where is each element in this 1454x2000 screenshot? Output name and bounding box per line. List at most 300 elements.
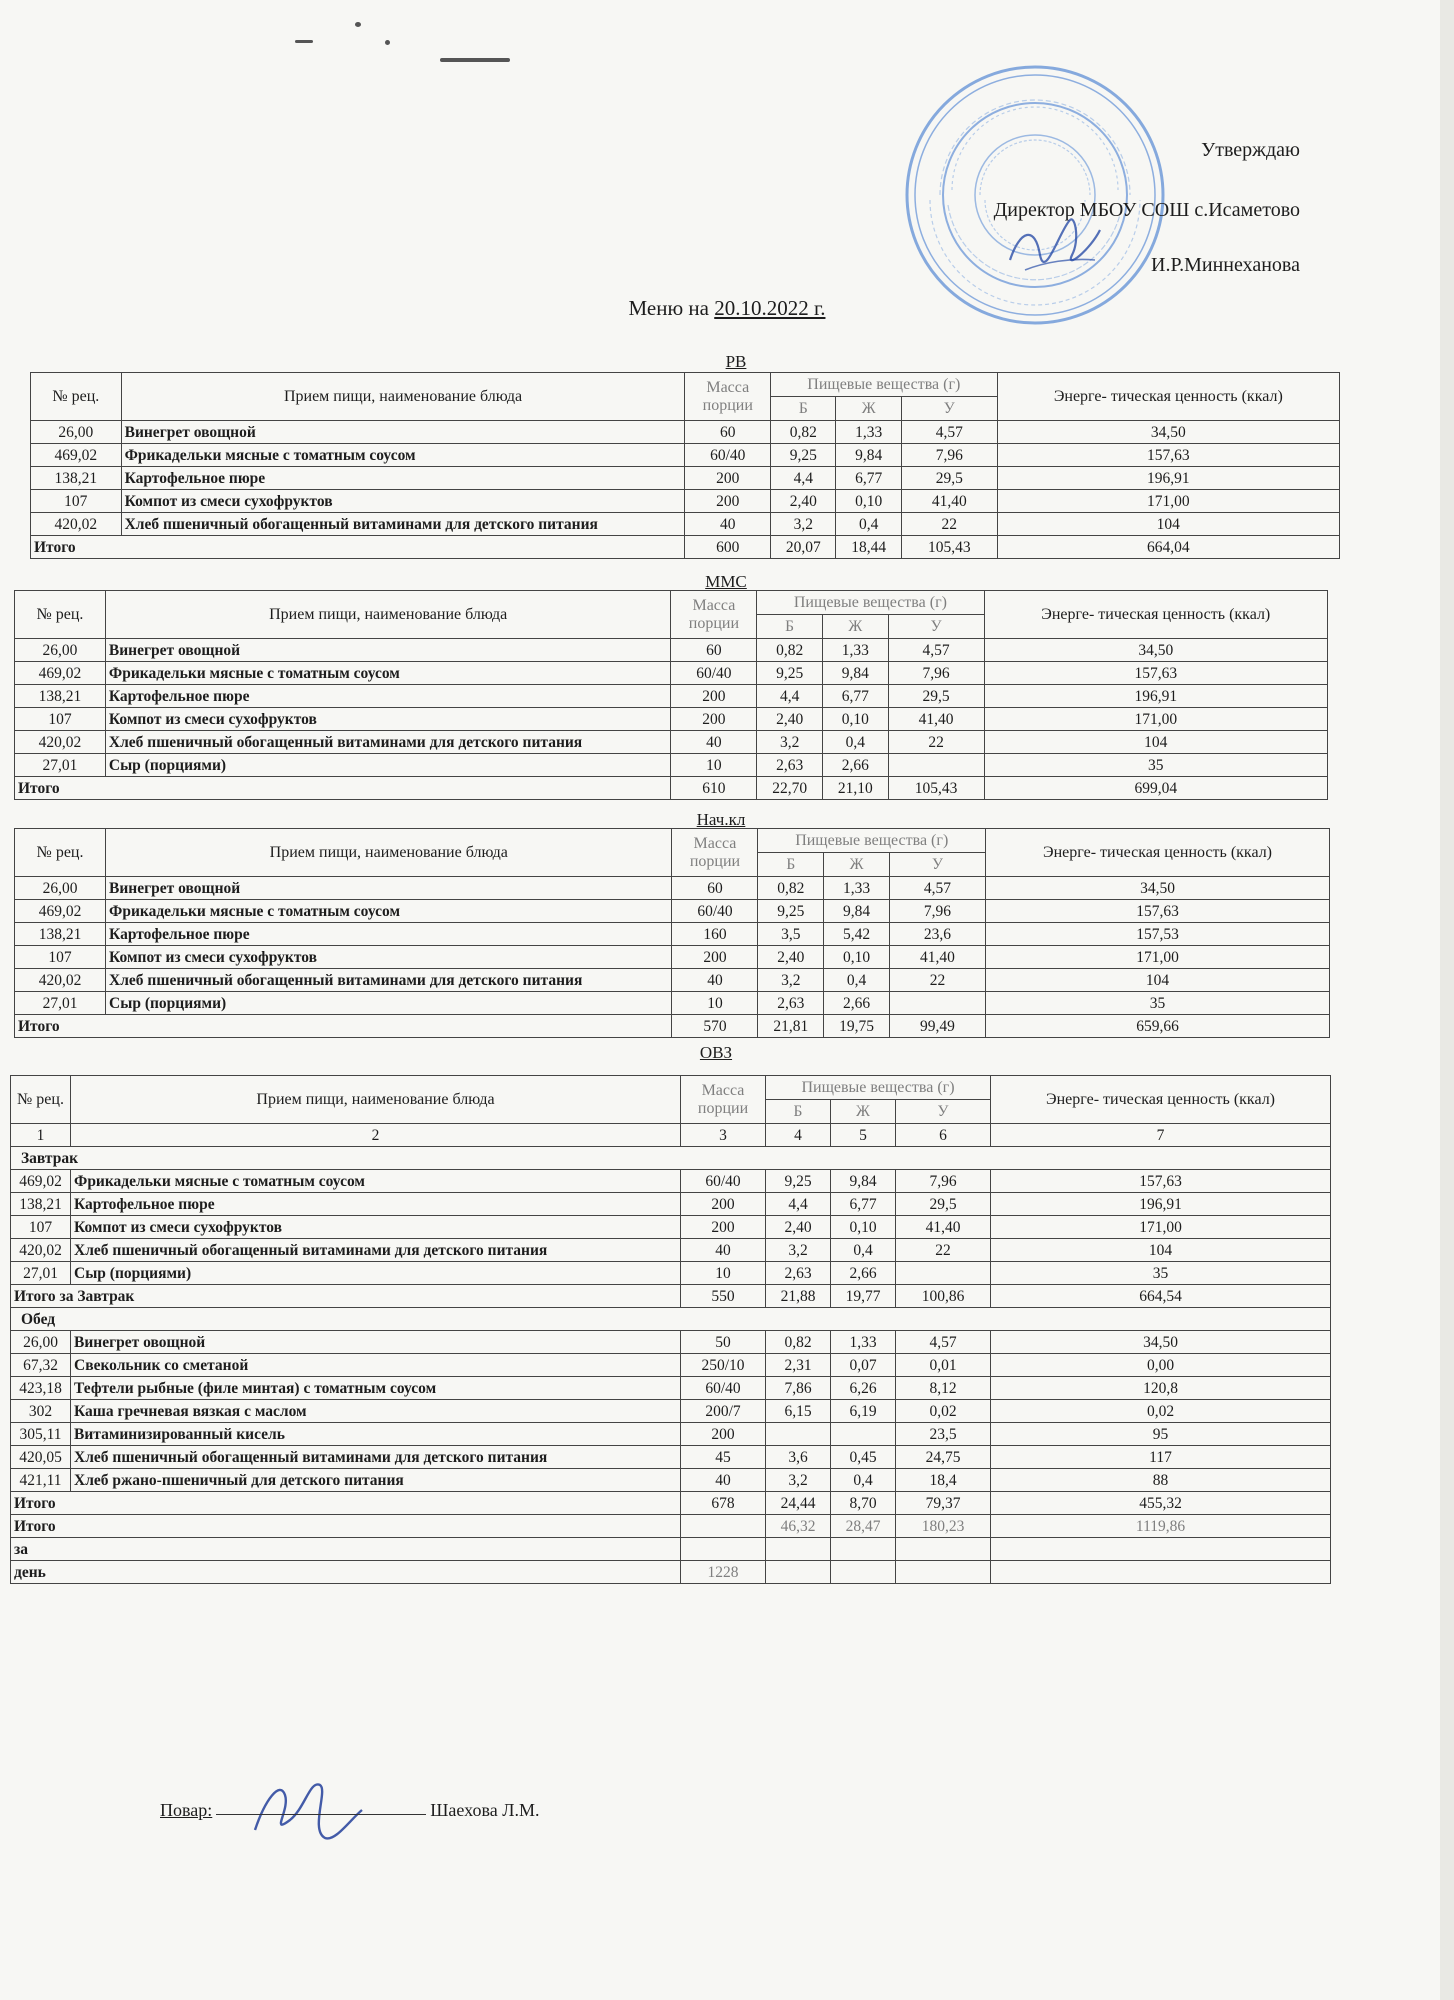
day-b: 46,32 (766, 1515, 831, 1538)
total-row (11, 1285, 1331, 1308)
row-b: 9,25 (758, 900, 824, 923)
row-u: 23,6 (889, 923, 985, 946)
row-energy: 34,50 (986, 877, 1330, 900)
row-energy: 35 (984, 754, 1327, 777)
row-u: 41,40 (901, 490, 997, 513)
row-num: 26,00 (31, 421, 122, 444)
row-zh: 6,77 (822, 685, 888, 708)
row-num: 138,21 (15, 923, 106, 946)
row-mass: 45 (681, 1446, 766, 1469)
row-num: 26,00 (11, 1331, 71, 1354)
row-b: 3,2 (771, 513, 836, 536)
column-number: 6 (896, 1124, 991, 1147)
header-mass: Масса порции (681, 1076, 766, 1124)
day-zh: 28,47 (831, 1515, 896, 1538)
row-mass: 60/40 (681, 1377, 766, 1400)
total-b: 21,81 (758, 1015, 824, 1038)
row-num: 138,21 (11, 1193, 71, 1216)
day-u: 180,23 (896, 1515, 991, 1538)
row-num: 421,11 (11, 1469, 71, 1492)
row-energy: 35 (986, 992, 1330, 1015)
row-u: 4,57 (889, 877, 985, 900)
row-u: 4,57 (901, 421, 997, 444)
row-zh: 0,4 (831, 1469, 896, 1492)
scan-speck (355, 22, 361, 27)
row-b: 3,2 (766, 1239, 831, 1262)
header-energy: Энерге- тическая ценность (ккал) (986, 829, 1330, 877)
section-nachkl: Нач.кл (696, 810, 746, 829)
table-row (11, 1446, 1331, 1469)
total-b: 20,07 (771, 536, 836, 559)
day-energy: 1119,86 (991, 1515, 1331, 1538)
total-energy: 664,04 (997, 536, 1339, 559)
table-row (11, 1331, 1331, 1354)
row-dish: Картофельное пюре (71, 1193, 681, 1216)
empty-cell (831, 1561, 896, 1584)
row-dish: Винегрет овощной (121, 421, 685, 444)
table-row (15, 685, 1328, 708)
total-mass: 550 (681, 1285, 766, 1308)
header-nutrients: Пищевые вещества (г) (766, 1076, 991, 1100)
row-zh: 1,33 (836, 421, 901, 444)
row-mass: 10 (681, 1262, 766, 1285)
row-dish: Фрикадельки мясные с томатным соусом (121, 444, 685, 467)
row-zh: 9,84 (836, 444, 901, 467)
row-num: 107 (31, 490, 122, 513)
row-num: 305,11 (11, 1423, 71, 1446)
scan-speck (385, 40, 390, 45)
header-mass: Масса порции (672, 829, 758, 877)
row-mass: 200 (671, 685, 757, 708)
row-b: 6,15 (766, 1400, 831, 1423)
row-zh: 1,33 (822, 639, 888, 662)
header-energy: Энерге- тическая ценность (ккал) (984, 591, 1327, 639)
row-mass: 40 (681, 1239, 766, 1262)
row-zh: 0,4 (822, 731, 888, 754)
row-u: 4,57 (888, 639, 984, 662)
row-mass: 200 (685, 490, 771, 513)
row-num: 469,02 (31, 444, 122, 467)
header-energy: Энерге- тическая ценность (ккал) (991, 1076, 1331, 1124)
section-ovz: ОВЗ (699, 1043, 733, 1062)
row-dish: Хлеб пшеничный обогащенный витаминами для детского питания (71, 1239, 681, 1262)
row-energy: 88 (991, 1469, 1331, 1492)
row-num: 27,01 (11, 1262, 71, 1285)
row-b: 2,63 (758, 992, 824, 1015)
row-num: 27,01 (15, 992, 106, 1015)
row-u (896, 1262, 991, 1285)
header-b: Б (771, 397, 836, 421)
row-mass: 60/40 (681, 1170, 766, 1193)
row-zh: 0,07 (831, 1354, 896, 1377)
row-energy: 0,02 (991, 1400, 1331, 1423)
header-nutrients: Пищевые вещества (г) (757, 591, 984, 615)
row-energy: 196,91 (991, 1193, 1331, 1216)
total-zh: 19,75 (824, 1015, 890, 1038)
row-dish: Каша гречневая вязкая с маслом (71, 1400, 681, 1423)
row-b: 0,82 (758, 877, 824, 900)
total-zh: 19,77 (831, 1285, 896, 1308)
row-energy: 157,63 (986, 900, 1330, 923)
row-mass: 160 (672, 923, 758, 946)
table-row (15, 639, 1328, 662)
day-mass-total: 1228 (681, 1561, 766, 1584)
empty-cell (991, 1538, 1331, 1561)
row-num: 469,02 (15, 900, 106, 923)
row-num: 138,21 (31, 467, 122, 490)
header-u: У (896, 1100, 991, 1124)
table-row (11, 1193, 1331, 1216)
row-dish: Хлеб пшеничный обогащенный витаминами для детского питания (106, 969, 672, 992)
row-dish: Хлеб пшеничный обогащенный витаминами для детского питания (121, 513, 685, 536)
row-dish: Витаминизированный кисель (71, 1423, 681, 1446)
column-number: 4 (766, 1124, 831, 1147)
total-row (11, 1492, 1331, 1515)
row-u: 22 (896, 1239, 991, 1262)
row-energy: 171,00 (984, 708, 1327, 731)
empty-cell (681, 1538, 766, 1561)
header-u: У (888, 615, 984, 639)
row-energy: 157,63 (997, 444, 1339, 467)
total-zh: 18,44 (836, 536, 901, 559)
table-row (11, 1423, 1331, 1446)
row-dish: Компот из смеси сухофруктов (105, 708, 671, 731)
row-energy: 35 (991, 1262, 1331, 1285)
table-row (15, 731, 1328, 754)
table-row (11, 1400, 1331, 1423)
row-mass: 200 (681, 1193, 766, 1216)
row-zh: 9,84 (822, 662, 888, 685)
row-b (766, 1423, 831, 1446)
header-dish: Прием пищи, наименование блюда (106, 829, 672, 877)
breakfast-group-label: Завтрак (11, 1147, 1331, 1170)
header-row (31, 373, 1340, 397)
table-row (31, 421, 1340, 444)
row-mass: 200/7 (681, 1400, 766, 1423)
menu-title (0, 296, 1454, 321)
row-b: 3,5 (758, 923, 824, 946)
total-zh: 8,70 (831, 1492, 896, 1515)
row-zh: 1,33 (824, 877, 890, 900)
row-u: 29,5 (901, 467, 997, 490)
row-num: 107 (15, 708, 106, 731)
menu-table-nachkl (14, 828, 1330, 1038)
day-total-row (11, 1561, 1331, 1584)
total-u: 79,37 (896, 1492, 991, 1515)
row-b: 3,2 (757, 731, 823, 754)
table-row (11, 1170, 1331, 1193)
total-b: 21,88 (766, 1285, 831, 1308)
header-u: У (901, 397, 997, 421)
cook-name: Шаехова Л.М. (430, 1800, 540, 1820)
header-u: У (889, 853, 985, 877)
row-mass: 200 (671, 708, 757, 731)
row-num: 420,02 (11, 1239, 71, 1262)
row-energy: 171,00 (986, 946, 1330, 969)
row-zh: 0,10 (824, 946, 890, 969)
total-zh: 21,10 (822, 777, 888, 800)
row-u (888, 754, 984, 777)
row-mass: 60/40 (671, 662, 757, 685)
empty-cell (766, 1538, 831, 1561)
header-num: № рец. (15, 591, 106, 639)
lunch-group (11, 1308, 1331, 1331)
row-b: 3,2 (758, 969, 824, 992)
row-num: 469,02 (11, 1170, 71, 1193)
table-row (11, 1469, 1331, 1492)
row-energy: 196,91 (984, 685, 1327, 708)
header-zh: Ж (822, 615, 888, 639)
menu-date: 20.10.2022 г. (714, 296, 826, 320)
row-mass: 200 (681, 1216, 766, 1239)
row-num: 420,02 (15, 731, 106, 754)
row-energy: 104 (991, 1239, 1331, 1262)
row-dish: Хлеб пшеничный обогащенный витаминами для детского питания (105, 731, 671, 754)
section-mms: ММС (705, 572, 747, 591)
approval-title: Утверждаю (1201, 139, 1300, 161)
day-total-row (11, 1538, 1331, 1561)
day-total-label: за (11, 1538, 681, 1561)
row-dish: Тефтели рыбные (филе минтая) с томатным соусом (71, 1377, 681, 1400)
row-energy: 95 (991, 1423, 1331, 1446)
total-row (15, 1015, 1330, 1038)
header-dish: Прием пищи, наименование блюда (121, 373, 685, 421)
row-zh: 6,26 (831, 1377, 896, 1400)
row-energy: 104 (986, 969, 1330, 992)
header-nutrients: Пищевые вещества (г) (771, 373, 998, 397)
row-mass: 40 (681, 1469, 766, 1492)
menu-title-prefix: Меню на (628, 296, 709, 320)
row-mass: 60 (672, 877, 758, 900)
row-b: 0,82 (766, 1331, 831, 1354)
table-row (11, 1354, 1331, 1377)
approval-name: И.Р.Миннеханова (1151, 254, 1300, 276)
total-label: Итого (31, 536, 685, 559)
table-row (11, 1239, 1331, 1262)
row-energy: 34,50 (997, 421, 1339, 444)
row-b: 3,2 (766, 1469, 831, 1492)
total-energy: 664,54 (991, 1285, 1331, 1308)
table-row (15, 900, 1330, 923)
row-zh: 6,77 (836, 467, 901, 490)
row-dish: Компот из смеси сухофруктов (71, 1216, 681, 1239)
row-zh (831, 1423, 896, 1446)
cook-line (160, 1800, 539, 1821)
row-num: 469,02 (15, 662, 106, 685)
header-b: Б (757, 615, 823, 639)
total-mass: 600 (685, 536, 771, 559)
row-zh: 0,4 (824, 969, 890, 992)
row-zh: 2,66 (822, 754, 888, 777)
row-num: 138,21 (15, 685, 106, 708)
row-dish: Винегрет овощной (106, 877, 672, 900)
row-num: 420,02 (15, 969, 106, 992)
total-u: 105,43 (888, 777, 984, 800)
scan-speck (295, 40, 313, 43)
total-b: 24,44 (766, 1492, 831, 1515)
empty-cell (766, 1561, 831, 1584)
row-zh: 0,4 (831, 1239, 896, 1262)
day-total-label: день (11, 1561, 681, 1584)
row-mass: 60 (671, 639, 757, 662)
breakfast-group (11, 1147, 1331, 1170)
row-u: 41,40 (888, 708, 984, 731)
total-mass: 570 (672, 1015, 758, 1038)
total-mass: 610 (671, 777, 757, 800)
row-mass: 200 (685, 467, 771, 490)
row-dish: Компот из смеси сухофруктов (106, 946, 672, 969)
row-num: 67,32 (11, 1354, 71, 1377)
row-u: 41,40 (896, 1216, 991, 1239)
row-u: 7,96 (889, 900, 985, 923)
header-row (11, 1076, 1331, 1100)
header-num: № рец. (11, 1076, 71, 1124)
column-number: 2 (71, 1124, 681, 1147)
row-dish: Винегрет овощной (105, 639, 671, 662)
row-dish: Хлеб пшеничный обогащенный витаминами для детского питания (71, 1446, 681, 1469)
row-dish: Хлеб ржано-пшеничный для детского питания (71, 1469, 681, 1492)
row-b: 2,40 (766, 1216, 831, 1239)
row-b: 2,40 (757, 708, 823, 731)
row-num: 107 (11, 1216, 71, 1239)
row-dish: Картофельное пюре (121, 467, 685, 490)
row-dish: Сыр (порциями) (105, 754, 671, 777)
row-mass: 60 (685, 421, 771, 444)
total-mass: 678 (681, 1492, 766, 1515)
empty-cell (896, 1561, 991, 1584)
row-mass: 10 (672, 992, 758, 1015)
row-energy: 120,8 (991, 1377, 1331, 1400)
section-rv: РВ (725, 352, 747, 371)
table-row (15, 969, 1330, 992)
header-energy: Энерге- тическая ценность (ккал) (997, 373, 1339, 421)
empty-cell (896, 1538, 991, 1561)
table-row (15, 923, 1330, 946)
total-label: Итого (15, 777, 671, 800)
menu-table-ovz (10, 1075, 1331, 1584)
header-nutrients: Пищевые вещества (г) (758, 829, 986, 853)
row-num: 420,02 (31, 513, 122, 536)
cook-label: Повар: (160, 1800, 213, 1820)
row-zh: 2,66 (831, 1262, 896, 1285)
table-row (31, 467, 1340, 490)
approval-position: Директор МБОУ СОШ с.Исаметово (993, 199, 1300, 221)
row-num: 26,00 (15, 639, 106, 662)
table-row (15, 877, 1330, 900)
row-b: 4,4 (757, 685, 823, 708)
column-number: 5 (831, 1124, 896, 1147)
total-u: 105,43 (901, 536, 997, 559)
total-energy: 455,32 (991, 1492, 1331, 1515)
row-dish: Картофельное пюре (106, 923, 672, 946)
row-u: 0,02 (896, 1400, 991, 1423)
row-mass: 40 (685, 513, 771, 536)
row-u: 7,96 (901, 444, 997, 467)
row-mass: 60/40 (672, 900, 758, 923)
table-row (15, 946, 1330, 969)
row-zh: 0,45 (831, 1446, 896, 1469)
row-u: 22 (888, 731, 984, 754)
total-label: Итого (15, 1015, 672, 1038)
row-zh: 6,19 (831, 1400, 896, 1423)
header-b: Б (758, 853, 824, 877)
row-u: 18,4 (896, 1469, 991, 1492)
column-number: 7 (991, 1124, 1331, 1147)
row-mass: 50 (681, 1331, 766, 1354)
row-dish: Фрикадельки мясные с томатным соусом (71, 1170, 681, 1193)
row-mass: 40 (672, 969, 758, 992)
row-b: 9,25 (766, 1170, 831, 1193)
total-energy: 699,04 (984, 777, 1327, 800)
row-mass: 10 (671, 754, 757, 777)
row-b: 7,86 (766, 1377, 831, 1400)
header-dish: Прием пищи, наименование блюда (105, 591, 671, 639)
table-row (11, 1262, 1331, 1285)
row-num: 27,01 (15, 754, 106, 777)
row-dish: Свекольник со сметаной (71, 1354, 681, 1377)
total-row (15, 777, 1328, 800)
row-zh: 9,84 (824, 900, 890, 923)
row-zh: 9,84 (831, 1170, 896, 1193)
table-row (15, 708, 1328, 731)
row-zh: 6,77 (831, 1193, 896, 1216)
row-dish: Картофельное пюре (105, 685, 671, 708)
row-u (889, 992, 985, 1015)
row-zh: 0,10 (836, 490, 901, 513)
header-row (15, 591, 1328, 615)
empty-cell (831, 1538, 896, 1561)
row-dish: Фрикадельки мясные с томатным соусом (105, 662, 671, 685)
header-b: Б (766, 1100, 831, 1124)
row-b: 4,4 (766, 1193, 831, 1216)
total-u: 100,86 (896, 1285, 991, 1308)
header-zh: Ж (824, 853, 890, 877)
signature-line (216, 1813, 426, 1815)
row-zh: 1,33 (831, 1331, 896, 1354)
row-zh: 0,10 (822, 708, 888, 731)
total-u: 99,49 (889, 1015, 985, 1038)
column-number: 1 (11, 1124, 71, 1147)
row-energy: 157,53 (986, 923, 1330, 946)
row-b: 2,63 (757, 754, 823, 777)
row-zh: 2,66 (824, 992, 890, 1015)
row-energy: 157,63 (991, 1170, 1331, 1193)
row-b: 2,40 (771, 490, 836, 513)
row-mass: 200 (681, 1423, 766, 1446)
row-zh: 5,42 (824, 923, 890, 946)
table-row (15, 992, 1330, 1015)
table-row (15, 662, 1328, 685)
row-energy: 196,91 (997, 467, 1339, 490)
row-num: 302 (11, 1400, 71, 1423)
row-u: 22 (901, 513, 997, 536)
table-row (11, 1377, 1331, 1400)
day-mass (681, 1515, 766, 1538)
column-number: 3 (681, 1124, 766, 1147)
day-total-row (11, 1515, 1331, 1538)
row-u: 29,5 (896, 1193, 991, 1216)
total-row (31, 536, 1340, 559)
row-num: 107 (15, 946, 106, 969)
row-u: 29,5 (888, 685, 984, 708)
row-energy: 0,00 (991, 1354, 1331, 1377)
row-u: 23,5 (896, 1423, 991, 1446)
row-energy: 171,00 (997, 490, 1339, 513)
row-u: 8,12 (896, 1377, 991, 1400)
row-dish: Компот из смеси сухофруктов (121, 490, 685, 513)
row-mass: 250/10 (681, 1354, 766, 1377)
row-b: 2,31 (766, 1354, 831, 1377)
